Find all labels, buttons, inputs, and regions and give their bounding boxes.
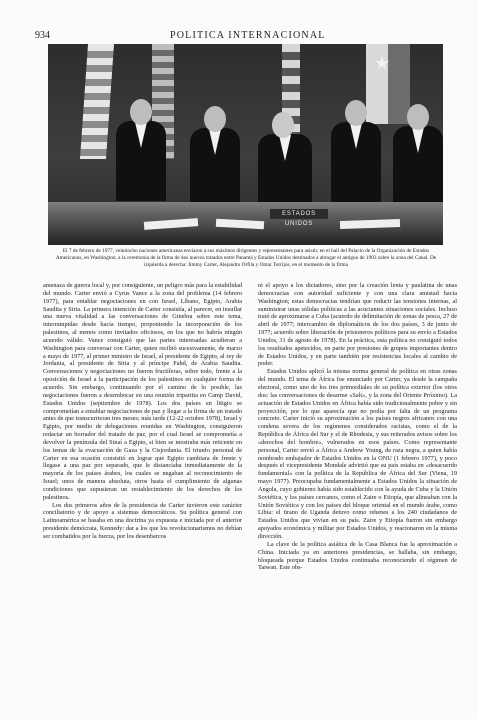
paragraph: amenaza de guerra local y, por consiguiente, un peligro más para la estabilidad del mundo. Carter envió a Cyrus Vance a la zona del problema (14 febrero 1977), para entablar negociaciones en con Israel, Líbano, Egipto, Arabia Saudita y Siria. La primera intención de Carter consistía, al parecer, en insuflar una nueva vitalidad a las conversaciones de Ginebra sobre este tema, interrumpidas desde hacía tiempo, proponiendo la incorporación de los palestinos, al menos como invitados oficiosos, en los que no habría ningún acuerdo válido. Vance consiguió que las partes interesadas acudieran a Washington para conversar con Carter, quien recibió sucesivamente, de marzo a mayo de 1977, al primer ministro de Israel, al presidente de Egipto, al rey de Jordania, al presidente de Siria y al príncipe Fahd, de Arabia Saudita. Conversaciones y negociaciones no fueron fructíferas, sobre todo, frente a la oposición de Israel a la participación de los palestinos en cualquier forma de acuerdo. Sin embargo, continuando por el camino de lo posible, las negociaciones fueron a desembocar en una reunión tripartita en Camp David, Estados Unidos (septiembre de 1978). Los dos países en litigio se comprometían a entablar negociaciones de paz y llegar a la firma de un tratado antes de que transcurrieran tres meses; más tarde (12-22 octubre 1978), Israel y Egipto, por medio de delegaciones reunidas en Washington, consiguieron redactar un borrador del tratado de paz, por el cual Israel se comprometía a devolver la península del Sinaí a Egipto, si bien se mostraba más reticente en los temas de la evacuación de Gaza y la Cisjordania. El triunfo personal de Carter en esa ocasión consistió en lograr que Egipto cambiara de frente y llegase a una paz por separado, que le distanciaba inmediatamente de la mayoría de los países árabes, los cuales se negaban al reconocimiento de Israel; unos de manera absoluta, otros hasta el cumplimiento de algunas condiciones que supusieran un restablecimiento de los derechos de los palestinos. — [43, 282, 242, 501]
paragraph: Estados Unidos aplicó la misma norma general de política en otras zonas del mundo. El tema de África fue enunciado por Carter, ya desde la campaña electoral, como uno de los tres primordiales de su política exterior (los otros dos: las conversaciones de desarme «Salt», y la zona del Oriente Próximo). La actuación de Estados Unidos en África había sido tradicionalmente pobre y sin proyección, por lo que aparecía que no podía por falta de un programa concreto. Carter inició su aproximación a los países negros africanos con una condena severa de los regímenes considerados racistas, como el de la República de África del Sur y el de Rhodesia, y sus reiterados avisos sobre los «derechos del hombre», vulnerados en esos países. Como representante personal, Carter envió a África a Andrew Young, de raza negra, a quien había nombrado embajador de Estados Unidos en la ONU (1 febrero 1977), y poco después el vicepresidente Mondale advirtió que su país estaba en «desacuerdo fundamental» con la política de la República de África del Sur (Viena, 19 mayo 1977). Preocupaba fundamentalmente a Estados Unidos la situación de Angola, cuyo gobierno había sido establecido con la ayuda de Cuba y la Unión Soviética, y los países cercanos, como el Zaire o Etiopía, que alineaban con la Unión Soviética y con los países del bloque oriental en el mundo árabe, como Libia: el tirano de Uganda detuvo como rehenes a los 240 ciudadanos de Estados Unidos que vivían en su país. Zaire y Etiopía fueron sin embargo apoyados económica y militar por Estados Unidos, y reacionaron en la misma dirección. — [258, 368, 457, 540]
paragraph: ni el apoyo a los dictadores, sino por la creación lenta y paulatina de unas democracias con autoridad suficiente y con una clara amistad hacia Washington; estas democracias tendrían que reducir las tensiones internas, al suministrar unas sólidas políticas a las acuciantes situaciones sociales. Incluso trató de aproximarse a Cuba (acuerdo de delimitación de zonas de pesca, 27 de abril de 1977; intercambio de diplomáticos de los dos países, 3 de junio de 1977; acuerdo sobre liberación de prisioneros políticos para su envío a Estados Unidos, 31 de agosto de 1978). En la práctica, esta política no consiguió todos los resultados apetecidos, en parte por presiones de grupos importantes dentro de Estados Unidos, y en parte también por resistencias locales al cambio de poder. — [258, 282, 457, 368]
page-number: 934 — [35, 30, 50, 41]
nameplate: ESTADOS UNIDOS — [270, 209, 328, 219]
paragraph: Los dos primeros años de la presidencia de Carter tuvieron este carácter conciliatorio y de apoyo a sistemas democráticos. Su política general con Latinoamérica se basaba en una doctrina ya expuesta e iniciada por el anterior presidente demócrata, Kennedy: dar a los que los revolucionarismos no debían ser combatidos por la fuerza, por los desenbarcos — [43, 501, 242, 540]
photo-caption: El 7 de febrero de 1977, veintiocho naciones americanas enviaron a sus máximos dirigentes y representantes para asistir, en el hall del Palacio de la Organización de Estados Americanos, en Washington, a la ceremonia de la firma de dos nuevos tratados entre Panamá y Estados Unidos destinados a abrogar el antiguo de 1903 sobre la zona del Canal. De izquierda a derecha: Jimmy Carter, Alejandro Orfila y Omar Torrijos, en el momento de la firma — [55, 248, 437, 268]
flag-star-icon: ★ — [374, 53, 391, 73]
right-column — [258, 282, 457, 572]
flag — [80, 44, 114, 159]
photograph — [48, 44, 443, 245]
running-head: POLITICA INTERNACIONAL — [170, 30, 326, 41]
page-header — [35, 30, 448, 44]
paragraph: La clave de la política asiática de la Casa Blanca fue la aproximación a China. Iniciada ya en anteriores presidencias, se hallaba, sin embargo, bloqueada porque Estados Unidos continuaba reconociendo el régimen de Taiwan. Este obs- — [258, 540, 457, 572]
left-column — [43, 282, 242, 541]
